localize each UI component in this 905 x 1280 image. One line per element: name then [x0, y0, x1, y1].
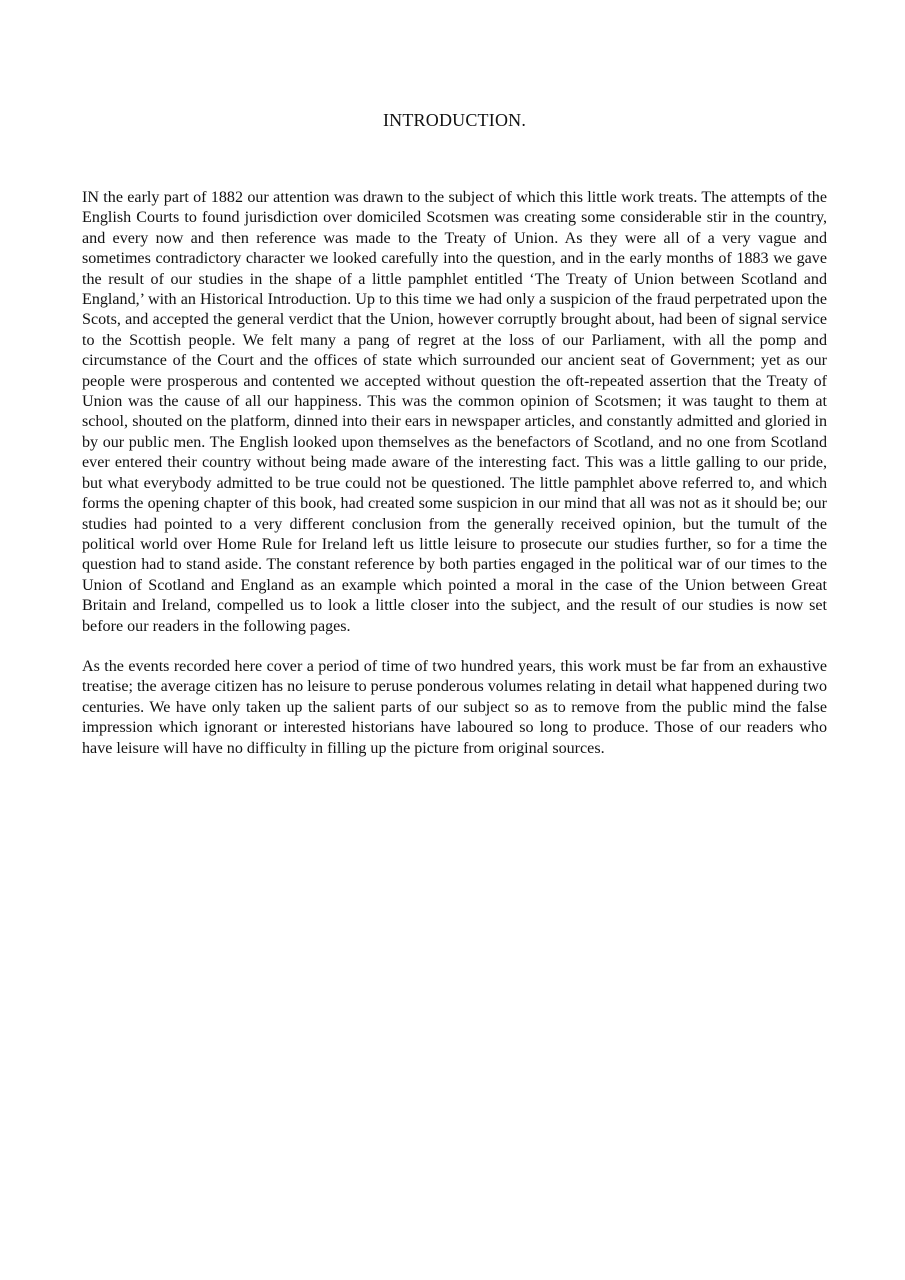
page-title: INTRODUCTION. — [382, 110, 527, 130]
document-page — [82, 108, 827, 779]
paragraph: IN the early part of 1882 our attention was drawn to the subject of which this little work treats. The attempts of the English Courts to found jurisdiction over domiciled Scotsmen was creating some considerable stir in the country, and every now and then reference was made to the Treaty of Union. As they were all of a very vague and sometimes contradictory character we looked carefully into the question, and in the early months of 1883 we gave the result of our studies in the shape of a little pamphlet entitled ‘The Treaty of Union between Scotland and England,’ with an Historical Introduction. Up to this time we had only a suspicion of the fraud perpetrated upon the Scots, and accepted the general verdict that the Union, however corruptly brought about, had been of signal service to the Scottish people. We felt many a pang of regret at the loss of our Parliament, with all the pomp and circumstance of the Court and the offices of state which surrounded our ancient seat of Government; yet as our people were prosperous and contented we accepted without question the oft-repeated assertion that the Treaty of Union was the cause of all our happiness. This was the common opinion of Scotsmen; it was taught to them at school, shouted on the platform, dinned into their ears in newspaper articles, and constantly admitted and gloried in by our public men. The English looked upon themselves as the benefactors of Scotland, and no one from Scotland ever entered their country without being made aware of the interesting fact. This was a little galling to our pride, but what everybody admitted to be true could not be questioned. The little pamphlet above referred to, and which forms the opening chapter of this book, had created some suspicion in our mind that all was not as it should be; our studies had pointed to a very different conclusion from the generally received opinion, but the tumult of the political world over Home Rule for Ireland left us little leisure to prosecute our studies further, so for a time the question had to stand aside. The constant reference by both parties engaged in the political war of our times to the Union of Scotland and England as an example which pointed a moral in the case of the Union between Great Britain and Ireland, compelled us to look a little closer into the subject, and the result of our studies is now set before our readers in the following pages. — [82, 189, 827, 635]
paragraph: As the events recorded here cover a period of time of two hundred years, this work must be far from an exhaustive treatise; the average citizen has no leisure to peruse ponderous volumes relating in detail what happened during two centuries. We have only taken up the salient parts of our subject so as to remove from the public mind the false impression which ignorant or interested historians have laboured so long to produce. Those of our readers who have leisure will have no difficulty in filling up the picture from original sources. — [82, 657, 827, 757]
